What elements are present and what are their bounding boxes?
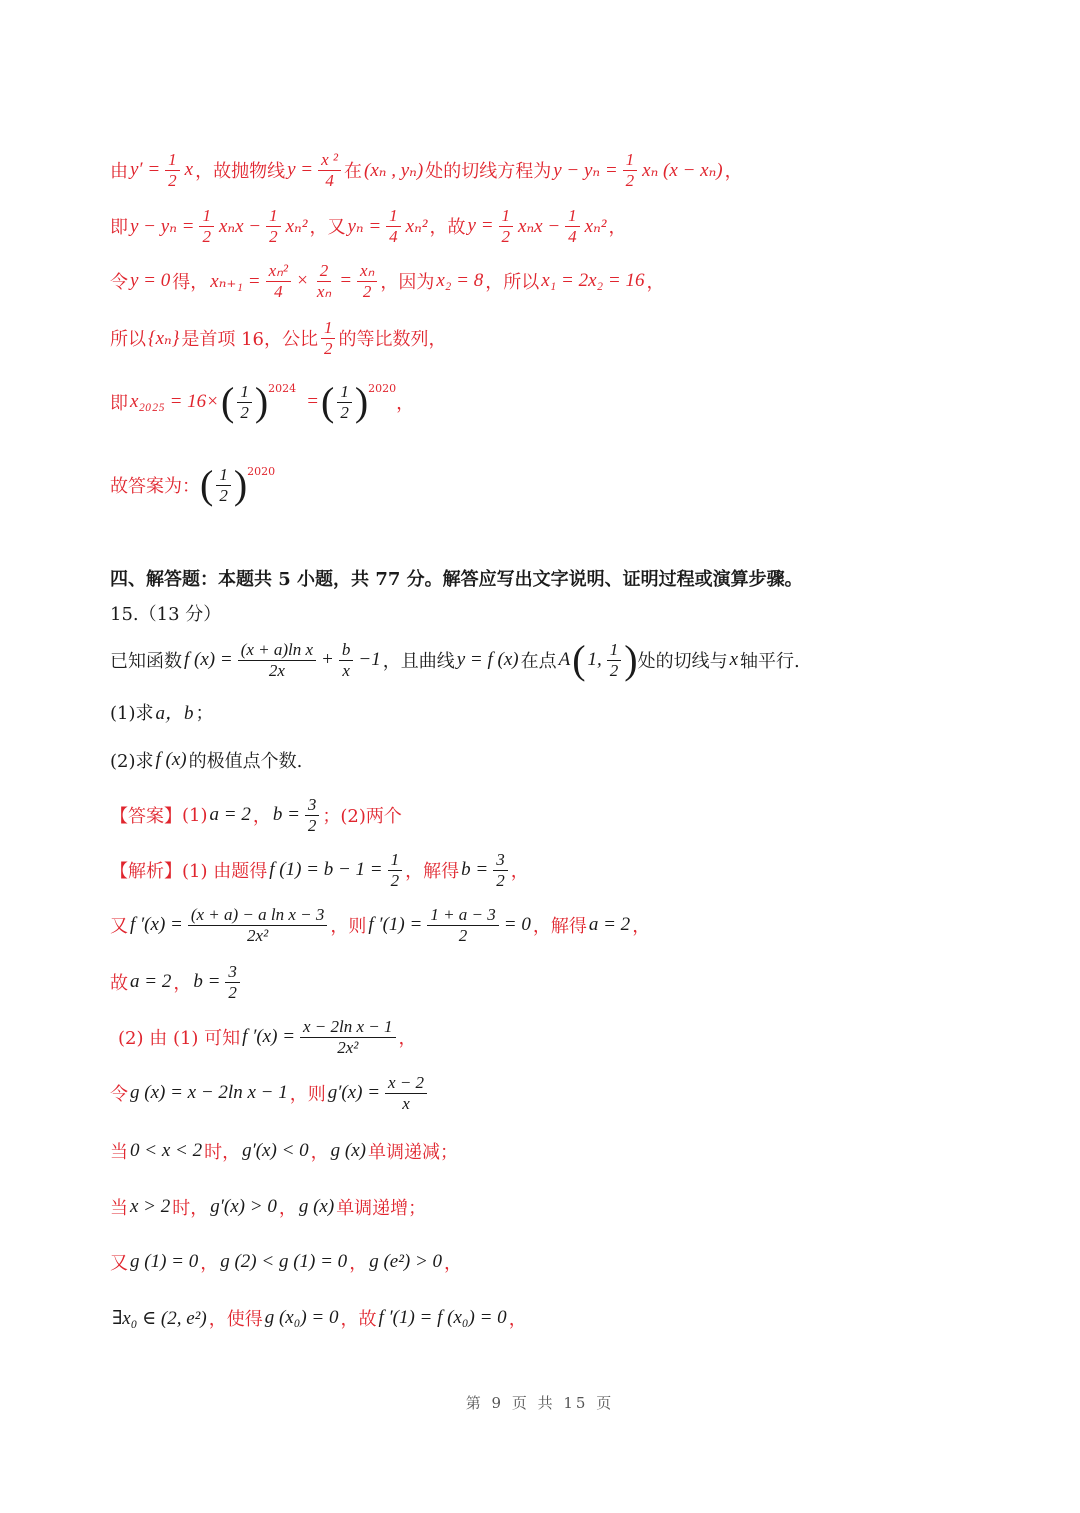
text: ， <box>632 916 651 938</box>
exponent: 2024 <box>268 381 297 395</box>
math: yₙ = <box>347 215 382 237</box>
math: y = 0 <box>130 270 171 292</box>
fraction: $\frac{3}{2}$ <box>305 795 320 835</box>
math: f (1) = b − 1 = <box>269 859 383 881</box>
math: b = <box>193 971 221 993</box>
text: ， <box>646 272 665 294</box>
text: 处的切线与 <box>637 651 728 673</box>
math: a = 2 <box>209 804 251 826</box>
text: 所以 <box>110 329 146 351</box>
g-definition-line <box>110 1073 430 1113</box>
text: ， <box>508 1309 527 1330</box>
decreasing-line <box>110 1138 458 1164</box>
text: 在点 <box>520 651 557 673</box>
fraction: $\frac{1}{4}$ <box>386 206 401 246</box>
text: 故答案为： <box>110 476 200 498</box>
text: 的极值点个数. <box>188 751 303 772</box>
question-part-1 <box>110 698 214 725</box>
solution-line-geometric <box>110 318 446 358</box>
text: 已知函数 <box>110 651 182 673</box>
text: ， <box>200 1253 219 1274</box>
solution-line-tangent-simplified <box>110 206 627 246</box>
fraction: $\frac{1}{2}$ <box>237 382 252 422</box>
text: ，因为 <box>380 272 435 294</box>
right-paren: ) <box>233 462 248 508</box>
math: x <box>729 649 739 671</box>
fraction: $\frac{1}{2}$ <box>321 318 336 358</box>
derivative-line <box>110 905 650 945</box>
math: x > 2 <box>130 1196 171 1217</box>
math: y = f (x) <box>456 649 519 671</box>
analysis-label: 【解析】 <box>110 861 182 883</box>
analysis-line <box>110 850 529 890</box>
values-line <box>110 1249 462 1275</box>
solution-line-tangent <box>110 150 743 190</box>
fraction: $\frac{3}{2}$ <box>493 850 508 890</box>
fraction: $\frac{1}{4}$ <box>565 206 580 246</box>
solution-line-recurrence <box>110 261 664 301</box>
math: y = <box>287 159 314 181</box>
math: xₙ₊₁ = <box>210 270 261 292</box>
fraction: $\frac{1}{2}$ <box>499 206 514 246</box>
text: ，且曲线 <box>382 651 455 673</box>
section-heading-text: 四、解答题：本题共 5 小题，共 77 分。解答应写出文字说明、证明过程或演算步骤。 <box>110 569 803 590</box>
math: g′(x) < 0 <box>242 1140 309 1161</box>
math: xₙ² <box>405 215 428 237</box>
math: × <box>296 270 309 292</box>
text: ， <box>252 806 271 828</box>
left-paren: ( <box>200 462 214 508</box>
text: 令 <box>110 1084 128 1106</box>
fraction: $\frac{\text{xₙ}}{2}$ <box>357 261 377 301</box>
text: (2) 由 (1) 可知 <box>118 1028 241 1050</box>
math: g (x) <box>330 1140 366 1161</box>
math: f ′(1) = <box>368 914 423 936</box>
math: 0 < x < 2 <box>130 1140 203 1161</box>
problem-number <box>110 600 221 626</box>
text: 又 <box>110 1253 128 1274</box>
text: (1) 由题得 <box>182 861 268 883</box>
fraction: $\frac{2}{\text{xₙ}}$ <box>316 261 332 301</box>
text: ， <box>173 973 192 995</box>
math: g (x) <box>298 1196 335 1217</box>
left-paren: ( <box>221 379 235 425</box>
part2-line <box>118 1017 417 1057</box>
math: = <box>306 391 319 413</box>
math: f ′(1) = f (x₀) = 0 <box>378 1307 507 1328</box>
fraction: $\frac{1}{2}$ <box>607 640 622 680</box>
question-part-2 <box>110 747 302 773</box>
math: A <box>558 649 571 671</box>
fraction: $\frac{\text{(x + a) − a ln x − 3}}{\text{2x²}}$ <box>188 905 328 945</box>
fraction: $\frac{3}{2}$ <box>225 962 240 1002</box>
math: 1, <box>587 649 602 671</box>
fraction: $\frac{x - 2}{x}$ <box>385 1073 427 1113</box>
fraction: $\frac{\text{(x + a)ln x}}{2x}$ <box>238 640 316 680</box>
fraction: $\frac{1}{2}$ <box>199 206 214 246</box>
math: f ′(x) = <box>130 914 183 936</box>
math: = <box>339 270 353 292</box>
text: ， <box>444 1253 463 1274</box>
text: ，解得 <box>532 916 587 938</box>
text: ，故 <box>340 1309 377 1330</box>
left-paren: ( <box>572 637 586 683</box>
fraction: $\frac{\text{x − 2ln x − 1}}{\text{2x²}}$ <box>300 1017 396 1057</box>
text: ，使得 <box>208 1309 263 1330</box>
text: ，故抛物线 <box>195 161 286 183</box>
text: ，故 <box>429 217 466 239</box>
math: −1 <box>358 649 381 671</box>
math: b = <box>461 859 489 881</box>
math: f (x) <box>155 749 187 770</box>
fraction: $\frac{1 + a - 3}{2}$ <box>427 905 498 945</box>
math: g (2) < g (1) = 0 <box>220 1251 348 1272</box>
math: g (1) = 0 <box>130 1251 199 1272</box>
math: x₁ = 2x₂ = 16 <box>541 270 645 292</box>
text: ，又 <box>309 217 346 239</box>
math: g (x) = x − 2ln x − 1 <box>130 1082 288 1104</box>
text: (1) <box>182 804 208 826</box>
existence-line <box>110 1305 527 1331</box>
math: g′(x) = <box>327 1082 381 1104</box>
math: b = <box>272 804 300 826</box>
text: ， <box>349 1253 368 1274</box>
right-paren: ) <box>254 379 269 425</box>
math: xₙ² <box>285 215 308 237</box>
text: ， <box>724 161 743 183</box>
text: 即 <box>110 217 128 239</box>
text: 的等比数列， <box>338 329 447 351</box>
math: ∃x₀ ∈ (2, e²) <box>112 1307 207 1329</box>
text: 得， <box>172 272 209 294</box>
math: = 0 <box>503 914 531 936</box>
math: xₙ² <box>584 215 607 237</box>
right-paren: ) <box>624 637 638 683</box>
fraction: $\frac{b}{x}$ <box>339 640 354 680</box>
text: 轴平行. <box>740 651 800 673</box>
exponent: 2020 <box>247 464 276 478</box>
math: g′(x) > 0 <box>210 1196 277 1217</box>
text: ， <box>398 1028 417 1050</box>
exponent: 2020 <box>368 381 397 395</box>
math: x <box>184 159 194 181</box>
text: ， <box>278 1198 297 1219</box>
right-paren: ) <box>354 379 369 425</box>
fraction: $\frac{1}{2}$ <box>623 150 638 190</box>
math: f (x) = <box>184 649 233 671</box>
text: ，则 <box>289 1084 326 1106</box>
math: a = 2 <box>588 914 631 936</box>
page-footer: 第 9 页 共 15 页 <box>465 1394 615 1412</box>
text: ；(2)两个 <box>322 806 402 828</box>
math: y − yₙ = <box>553 159 618 181</box>
math: a = 2 <box>130 971 172 993</box>
text: 当 <box>110 1198 128 1219</box>
fraction: $\frac{1}{2}$ <box>388 850 403 890</box>
text: 单调递减； <box>368 1142 458 1163</box>
math: y = <box>467 215 494 237</box>
fraction: $\frac{\text{xₙ²}}{4}$ <box>266 261 291 301</box>
math: f ′(x) = <box>242 1026 296 1048</box>
text: 处的切线方程为 <box>425 161 552 183</box>
text: ，解得 <box>405 861 460 883</box>
text: (2)求 <box>110 751 154 772</box>
math: g (x₀) = 0 <box>264 1307 339 1328</box>
text: 时， <box>172 1198 209 1219</box>
text: ， <box>510 861 529 883</box>
math: xₙ (x − xₙ) <box>642 159 723 181</box>
math: xₙx − <box>218 215 262 237</box>
text: 即 <box>110 393 128 415</box>
text: ， <box>608 217 627 239</box>
fraction: $\frac{1}{2}$ <box>337 382 352 422</box>
solution-line-x2025 <box>110 379 415 425</box>
text: 在 <box>344 161 363 183</box>
text: 由 <box>110 161 128 183</box>
answer-label: 【答案】 <box>110 806 182 828</box>
section-heading <box>110 565 803 591</box>
text: 当 <box>110 1142 128 1163</box>
text: ， <box>396 393 415 415</box>
math: y′ = <box>130 159 161 181</box>
text: (1)求 <box>110 702 154 724</box>
problem-stem <box>110 637 800 683</box>
result-line <box>110 962 243 1002</box>
answer-line <box>110 795 402 835</box>
text: ，所以 <box>485 272 540 294</box>
math: xₙx − <box>518 215 561 237</box>
fraction: $\frac{\text{x ²}}{4}$ <box>318 150 341 190</box>
math: y − yₙ = <box>130 215 195 237</box>
math: g (e²) > 0 <box>369 1251 443 1272</box>
text: 15.（13 分） <box>110 604 222 625</box>
fraction: $\frac{1}{2}$ <box>216 465 231 505</box>
math: (xₙ , yₙ) <box>364 159 424 181</box>
math: + <box>321 649 334 671</box>
fraction: $\frac{1}{2}$ <box>165 150 180 190</box>
left-paren: ( <box>320 379 335 425</box>
text: 是首项 16，公比 <box>181 329 318 351</box>
text: 时， <box>204 1142 241 1163</box>
fraction: $\frac{1}{2}$ <box>266 206 281 246</box>
math: x₂ = 8 <box>436 270 484 292</box>
math: a，b <box>155 703 194 724</box>
text: 令 <box>110 272 128 294</box>
text: ， <box>310 1142 329 1163</box>
increasing-line <box>110 1194 426 1220</box>
text: ，则 <box>330 916 367 938</box>
text: 单调递增； <box>336 1198 427 1219</box>
math: x₂₀₂₅ = 16× <box>130 391 219 413</box>
text: 又 <box>110 916 128 938</box>
text: 故 <box>110 973 128 995</box>
math: {xₙ} <box>148 327 180 349</box>
solution-line-final-answer <box>110 462 276 508</box>
text: ； <box>195 702 214 724</box>
